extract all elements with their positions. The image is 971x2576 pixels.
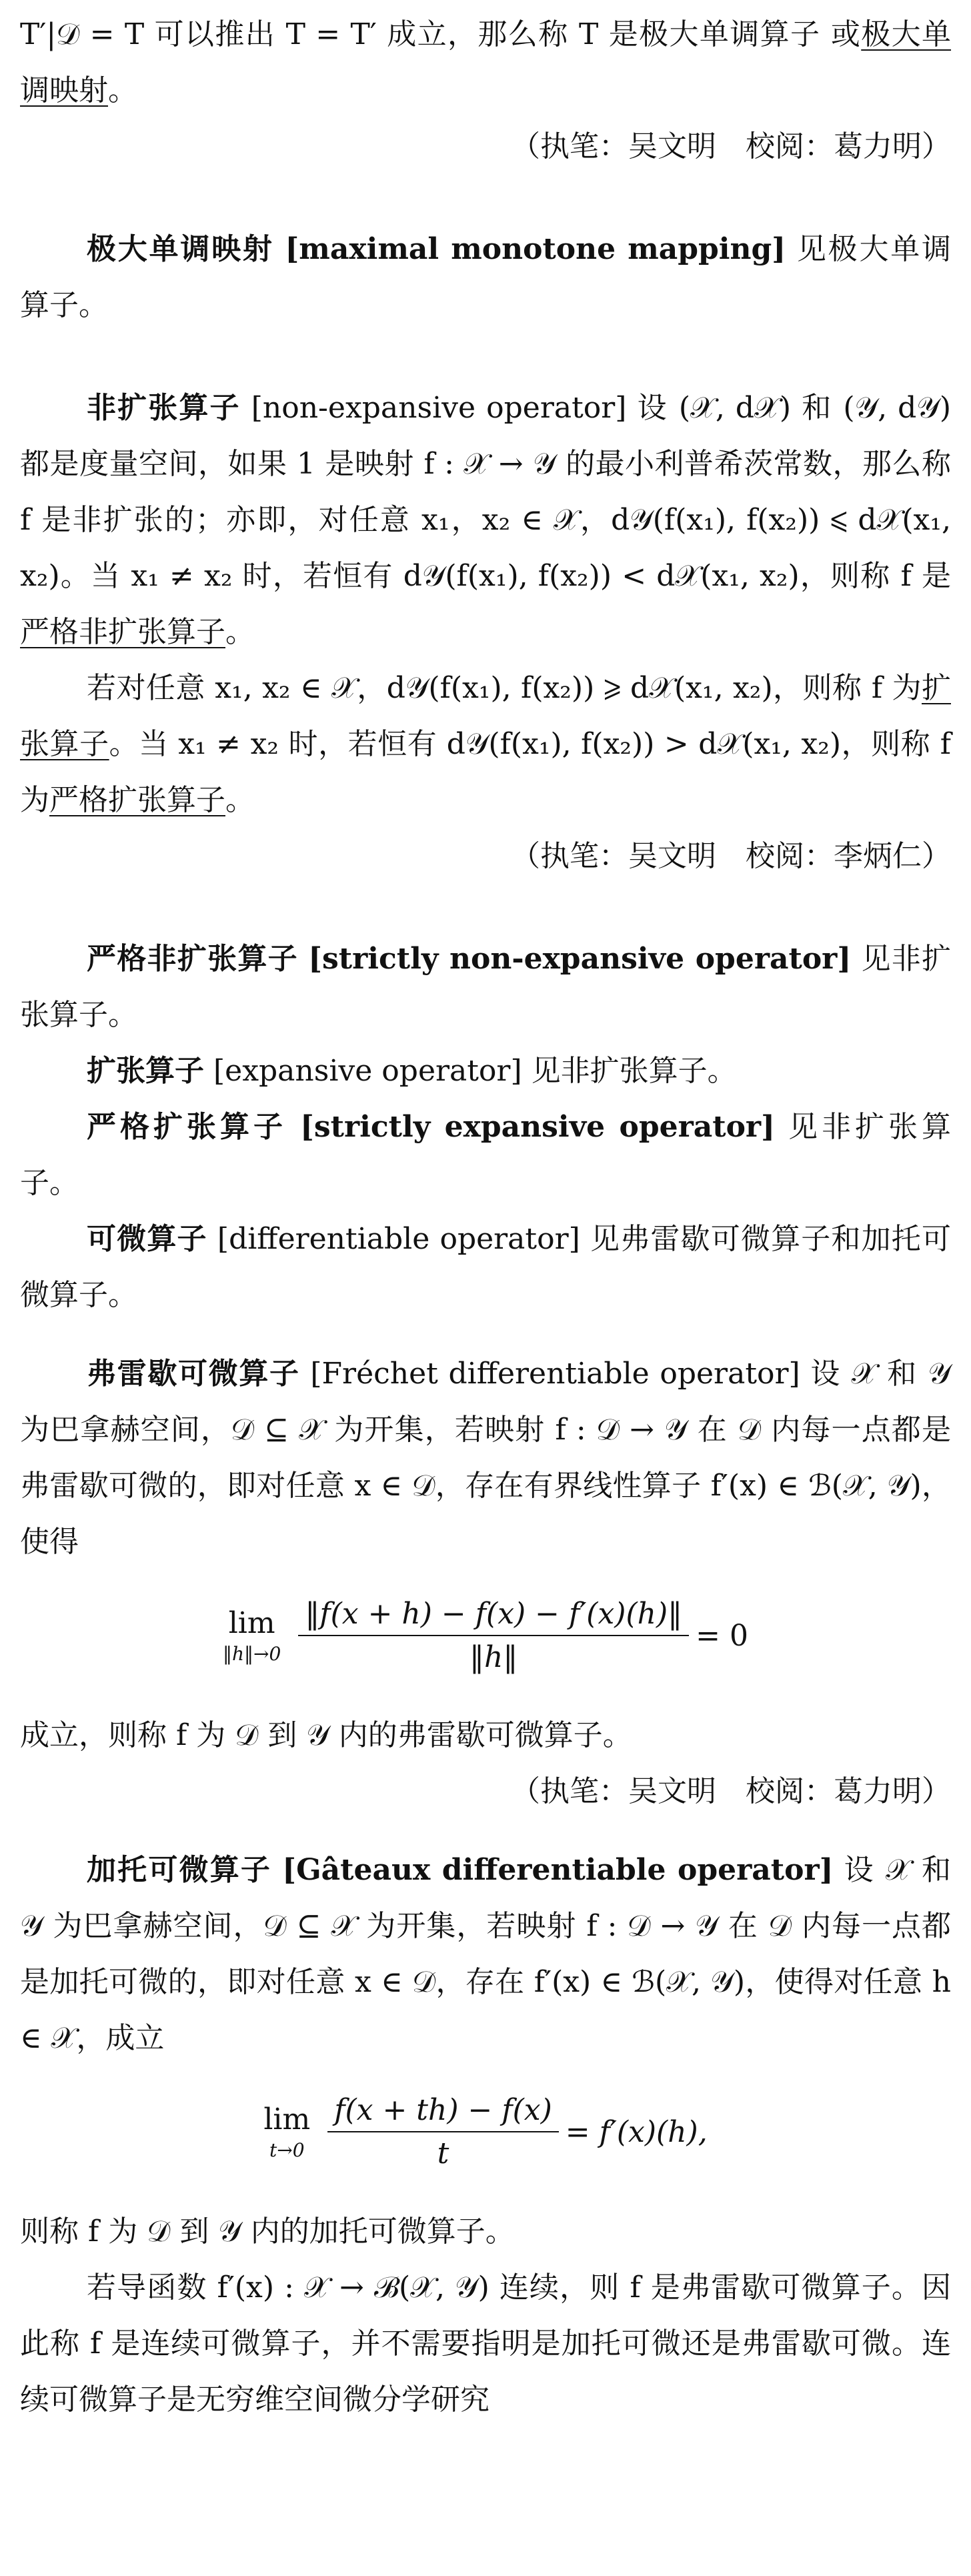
entry-english: [Gâteaux differentiable operator] xyxy=(282,1853,834,1887)
lim-label: lim xyxy=(263,2102,311,2136)
entry-term: 加托可微算子 xyxy=(87,1853,272,1887)
punct: 。 xyxy=(225,783,255,817)
entry-body: 设 𝒳 和 𝒴 为巴拿赫空间，𝒟 ⊆ 𝒳 为开集，若映射 f : 𝒟 → 𝒴 在 𝒟 内每一点都是弗雷歇可微的，即对任意 x ∈ 𝒟，存在有界线性算子 f′(x) ∈ ℬ(𝒳, 𝒴)，使得 xyxy=(20,1357,951,1559)
entry-english: [strictly non-expansive operator] xyxy=(308,942,852,976)
entry-body: 见非扩张算子。 xyxy=(20,1110,951,1200)
entry-term: 严格非扩张算子 xyxy=(87,942,298,976)
limit-subscript: ‖h‖→0 xyxy=(223,1643,281,1665)
entry-strictly-non-expansive-operator xyxy=(20,931,951,1043)
link-maximal-monotone-mapping[interactable]: 极大单调映射 xyxy=(20,17,952,107)
formula-rhs: = f′(x)(h), xyxy=(565,2114,708,2149)
gateaux-formula xyxy=(20,2093,951,2170)
intro-line2-prefix: 或 xyxy=(830,17,862,51)
entry-english: [Fréchet differentiable operator] xyxy=(310,1357,800,1391)
numerator: ‖f(x + h) − f(x) − f′(x)(h)‖ xyxy=(298,1597,689,1636)
frechet-formula xyxy=(20,1597,951,1674)
entry-term: 严格扩张算子 xyxy=(87,1110,287,1144)
entry-expansive-operator xyxy=(20,1043,951,1099)
credit-line: （执笔：吴文明 校阅：葛力明） xyxy=(511,129,951,163)
lim-label: lim xyxy=(228,1606,275,1640)
numerator: f(x + th) − f(x) xyxy=(327,2093,559,2132)
entry-frechet-differentiable-operator xyxy=(20,1346,951,1570)
link-strictly-non-expansive[interactable]: 严格非扩张算子 xyxy=(20,615,225,649)
limit-operator xyxy=(263,2102,310,2161)
punct: 。 xyxy=(225,615,255,649)
entry-gateaux-conclusion: 则称 f 为 𝒟 到 𝒴 内的加托可微算子。 xyxy=(20,2214,515,2248)
formula-rhs: = 0 xyxy=(696,1618,748,1653)
entry-english: [non-expansive operator] xyxy=(251,391,627,425)
credit-line: （执笔：吴文明 校阅：李炳仁） xyxy=(511,839,951,873)
entry-gateaux-paragraph-2: 若导函数 f′(x) : 𝒳 → ℬ(𝒳, 𝒴) 连续，则 f 是弗雷歇可微算子。因此称 f 是连续可微算子，并不需要指明是加托可微还是弗雷歇可微。连续可微算子是无穷维空间微分学研究 xyxy=(20,2271,951,2417)
denominator: t xyxy=(437,2136,449,2170)
entry-english: [differentiable operator] xyxy=(217,1222,580,1256)
entry-maximal-monotone-mapping xyxy=(20,221,951,334)
intro-line1: T′|𝒟 = T 可以推出 T = T′ 成立，那么称 T 是极大单调算子 xyxy=(20,17,821,51)
entry-english: [strictly expansive operator] xyxy=(300,1110,775,1144)
entry-term: 可微算子 xyxy=(87,1222,207,1256)
fraction xyxy=(298,1597,689,1674)
link-expansive-operator[interactable]: 扩张算子 xyxy=(20,671,951,761)
entry-term: 极大单调映射 xyxy=(87,232,274,266)
fraction xyxy=(327,2093,559,2170)
entry-body: 设 (𝒳, d𝒳) 和 (𝒴, d𝒴) 都是度量空间，如果 1 是映射 f : 𝒳 → 𝒴 的最小利普希茨常数，那么称 f 是非扩张的；亦即，对任意 x₁，x₂ ∈ 𝒳，d𝒴(f(x₁), f(x₂)) ⩽ d𝒳(x₁, x₂)。当 x₁ ≠ x₂ 时，若恒有 d𝒴(f(x₁), f(x₂)) < d𝒳(x₁, x₂)，则称 f 是 xyxy=(20,391,951,593)
entry-gateaux-differentiable-operator xyxy=(20,1842,951,2066)
entry-non-expansive-paragraph-2 xyxy=(20,660,951,828)
limit-subscript: t→0 xyxy=(269,2139,305,2161)
entry-strictly-expansive-operator xyxy=(20,1099,951,1211)
entry-term: 弗雷歇可微算子 xyxy=(87,1357,300,1391)
entry-frechet-conclusion: 成立，则称 f 为 𝒟 到 𝒴 内的弗雷歇可微算子。 xyxy=(20,1718,632,1752)
entry-body: 见极大单调算子。 xyxy=(20,232,952,322)
entry-term: 非扩张算子 xyxy=(87,391,241,425)
entry-body: 见弗雷歇可微算子和加托可微算子。 xyxy=(20,1222,951,1312)
intro-line2-suffix: 。 xyxy=(108,73,137,107)
link-strictly-expansive[interactable]: 严格扩张算子 xyxy=(49,783,225,817)
denominator: ‖h‖ xyxy=(469,1640,518,1674)
entry-english: [maximal monotone mapping] xyxy=(285,232,786,266)
entry-english: [expansive operator] xyxy=(213,1054,522,1088)
entry-body: 见非扩张算子。 xyxy=(531,1054,737,1088)
entry-body: 。当 x₁ ≠ x₂ 时，若恒有 d𝒴(f(x₁), f(x₂)) > d𝒳(x₁, x₂)，则称 f 为 xyxy=(20,727,952,817)
credit-line: （执笔：吴文明 校阅：葛力明） xyxy=(511,1774,951,1808)
entry-body: 若对任意 x₁, x₂ ∈ 𝒳，d𝒴(f(x₁), f(x₂)) ⩾ d𝒳(x₁, x₂)，则称 f 为 xyxy=(87,671,922,705)
entry-differentiable-operator xyxy=(20,1211,951,1323)
entry-non-expansive-operator xyxy=(20,380,951,660)
entry-body: 设 𝒳 和 𝒴 为巴拿赫空间，𝒟 ⊆ 𝒳 为开集，若映射 f : 𝒟 → 𝒴 在 𝒟 内每一点都是加托可微的，即对任意 x ∈ 𝒟，存在 f′(x) ∈ ℬ(𝒳, 𝒴)，使得对任意 h ∈ 𝒳，成立 xyxy=(20,1853,951,2055)
entry-body: 见非扩张算子。 xyxy=(20,942,951,1032)
limit-operator xyxy=(223,1606,281,1665)
intro-paragraph xyxy=(20,7,951,119)
entry-term: 扩张算子 xyxy=(87,1054,204,1088)
document-page xyxy=(0,7,971,2576)
